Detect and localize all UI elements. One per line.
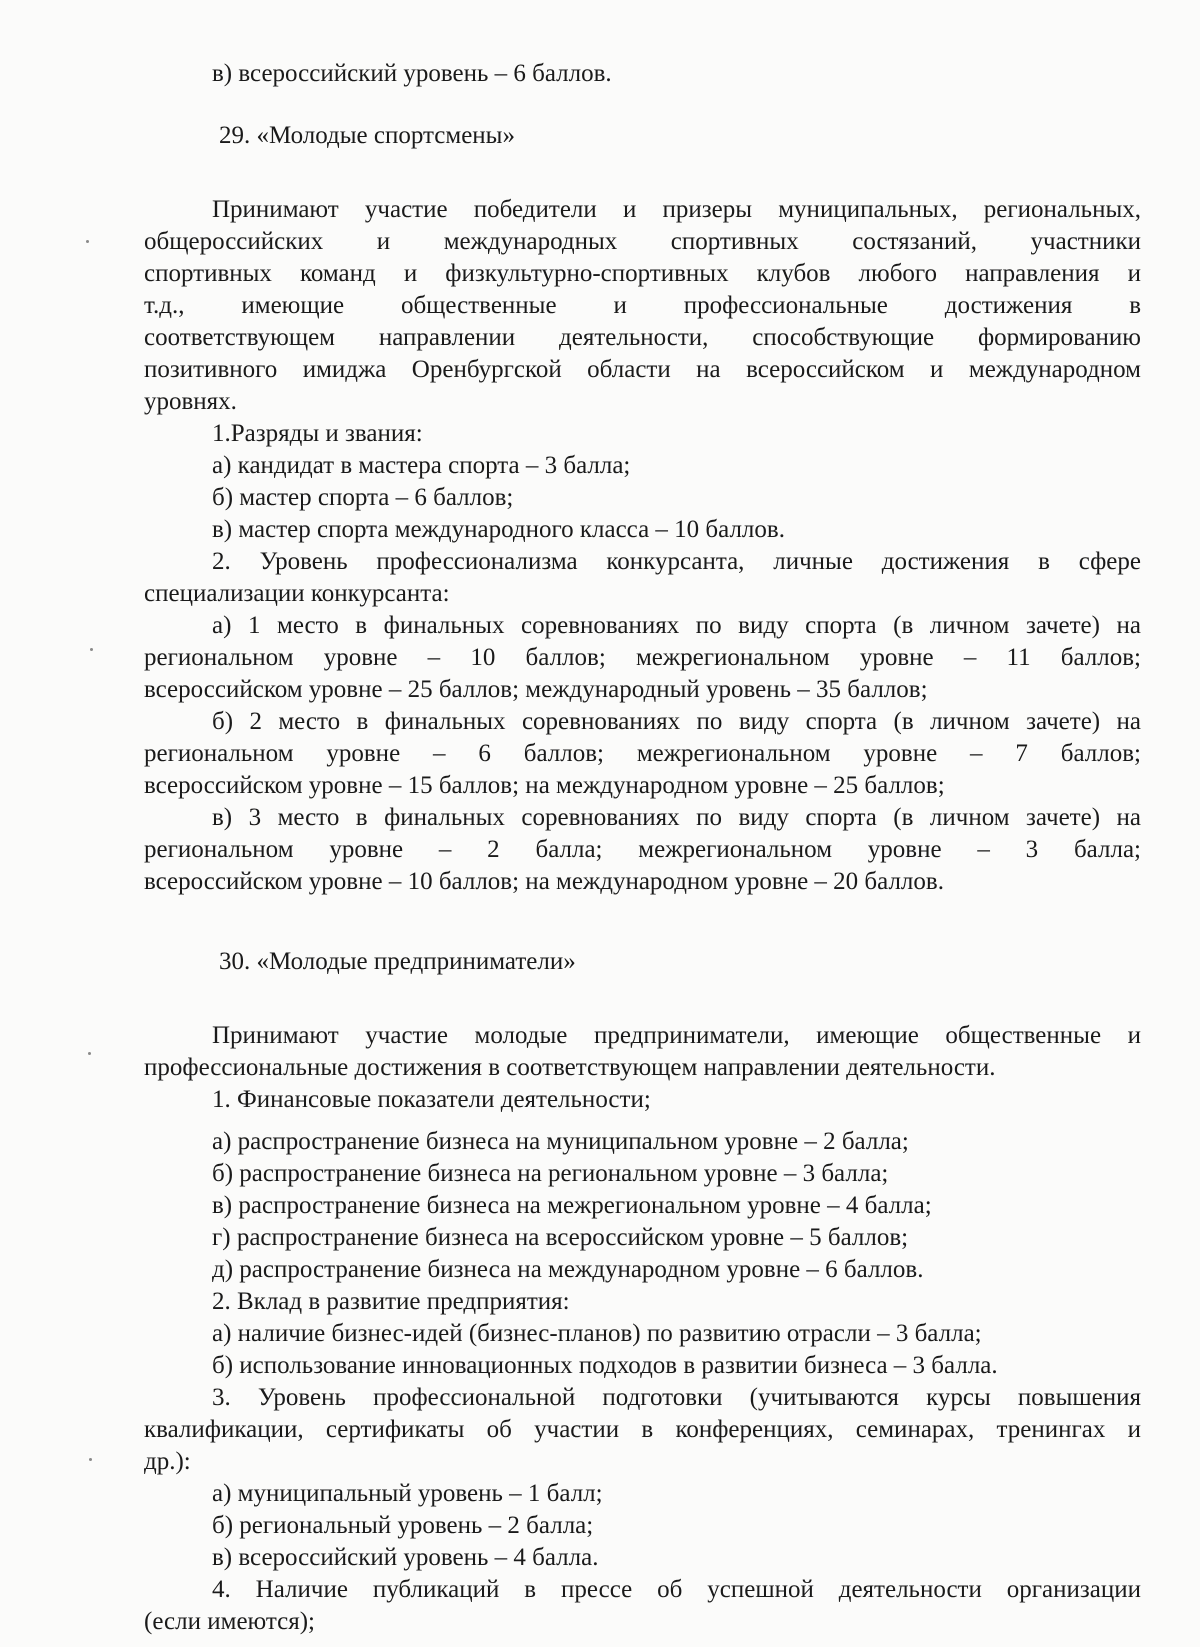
list-item: а) наличие бизнес-идей (бизнес-планов) по развитию отрасли – 3 балла; [212,1320,982,1347]
scan-speck [90,648,93,651]
paragraph-line: общероссийских и международных спортивных состязаний, участники [144,228,1141,255]
list-item: б) использование инновационных подходов в развитии бизнеса – 3 балла. [212,1352,998,1379]
list-item: а) распространение бизнеса на муниципальном уровне – 2 балла; [212,1128,909,1155]
list-item: а) муниципальный уровень – 1 балл; [212,1480,603,1507]
paragraph-line: профессиональные достижения в соответствующем направлении деятельности. [144,1054,996,1081]
section-heading-29: 29. «Молодые спортсмены» [219,122,515,149]
list-item: в) распространение бизнеса на межрегиональном уровне – 4 балла; [212,1192,932,1219]
scan-speck [89,1458,92,1461]
list-item: б) распространение бизнеса на региональном уровне – 3 балла; [212,1160,889,1187]
section-heading-30: 30. «Молодые предприниматели» [219,948,576,975]
paragraph-line: квалификации, сертификаты об участии в конференциях, семинарах, тренингах и [144,1416,1141,1443]
paragraph-line: специализации конкурсанта: [144,580,450,607]
paragraph-line: б) 2 место в финальных соревнованиях по виду спорта (в личном зачете) на [212,708,1141,735]
paragraph-line: (если имеются); [144,1608,315,1635]
paragraph-line: соответствующем направлении деятельности, способствующие формированию [144,324,1141,351]
paragraph-line: Принимают участие победители и призеры муниципальных, региональных, [212,196,1141,223]
list-title: 1. Финансовые показатели деятельности; [212,1086,651,1113]
paragraph-line: уровнях. [144,388,237,415]
scan-speck [86,240,89,243]
paragraph-line: всероссийском уровне – 25 баллов; международный уровень – 35 баллов; [144,676,928,703]
list-item: в) всероссийский уровень – 6 баллов. [212,60,612,87]
paragraph-line: региональном уровне – 6 баллов; межрегиональном уровне – 7 баллов; [144,740,1141,767]
scan-speck [88,1052,91,1055]
list-item: а) кандидат в мастера спорта – 3 балла; [212,452,631,479]
list-item: в) всероссийский уровень – 4 балла. [212,1544,599,1571]
paragraph-line: всероссийском уровне – 10 баллов; на международном уровне – 20 баллов. [144,868,944,895]
list-item: в) мастер спорта международного класса – 10 баллов. [212,516,785,543]
list-title: 2. Вклад в развитие предприятия: [212,1288,570,1315]
paragraph-line: в) 3 место в финальных соревнованиях по виду спорта (в личном зачете) на [212,804,1141,831]
list-item: г) распространение бизнеса на всероссийском уровне – 5 баллов; [212,1224,909,1251]
paragraph-line: Принимают участие молодые предприниматели, имеющие общественные и [212,1022,1141,1049]
document-body [144,58,1141,1638]
paragraph-line: 3. Уровень профессиональной подготовки (учитываются курсы повышения [212,1384,1141,1411]
list-title: 1.Разряды и звания: [212,420,423,447]
paragraph-line: а) 1 место в финальных соревнованиях по виду спорта (в личном зачете) на [212,612,1141,639]
paragraph-line: т.д., имеющие общественные и профессиональные достижения в [144,292,1141,319]
paragraph-line: др.): [144,1448,191,1475]
paragraph-line: спортивных команд и физкультурно-спортивных клубов любого направления и [144,260,1141,287]
paragraph-line: 4. Наличие публикаций в прессе об успешной деятельности организации [212,1576,1141,1603]
paragraph-line: позитивного имиджа Оренбургской области на всероссийском и международном [144,356,1141,383]
paragraph-line: 2. Уровень профессионализма конкурсанта, личные достижения в сфере [212,548,1141,575]
list-item: б) региональный уровень – 2 балла; [212,1512,594,1539]
paragraph-line: региональном уровне – 10 баллов; межрегиональном уровне – 11 баллов; [144,644,1141,671]
list-item: д) распространение бизнеса на международном уровне – 6 баллов. [212,1256,924,1283]
paragraph-line: региональном уровне – 2 балла; межрегиональном уровне – 3 балла; [144,836,1141,863]
list-item: б) мастер спорта – 6 баллов; [212,484,514,511]
paragraph-line: всероссийском уровне – 15 баллов; на международном уровне – 25 баллов; [144,772,945,799]
